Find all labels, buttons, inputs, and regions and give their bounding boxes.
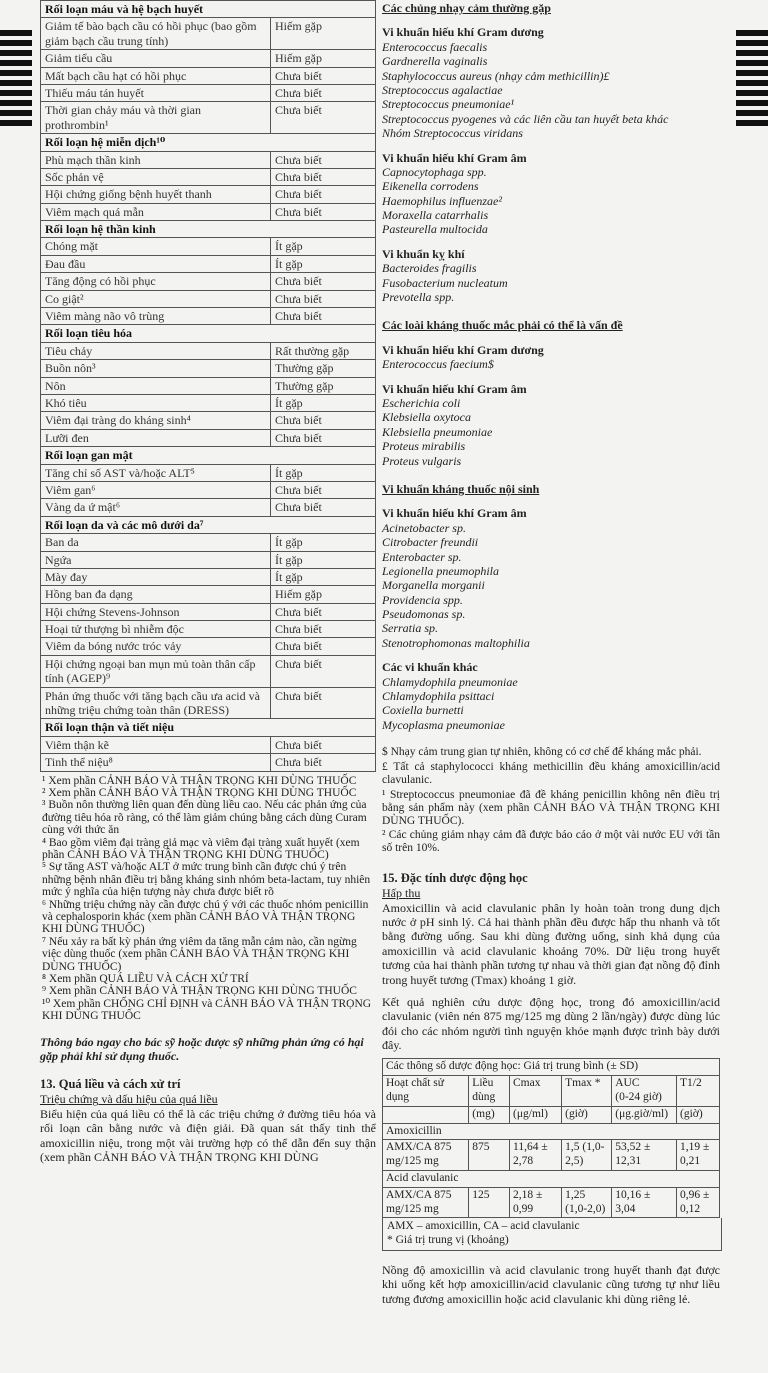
table-row (41, 551, 376, 568)
effect-cell: Giảm tiểu cầu (41, 50, 271, 67)
pk-header-half-life: T1/2 (676, 1076, 719, 1107)
organism-item: Moraxella catarrhalis (382, 208, 489, 223)
category-label: Rối loạn gan mật (41, 447, 376, 464)
table-row (41, 638, 376, 655)
organism-item: Providencia spp. (382, 592, 463, 607)
organism-item: Streptococcus pneumoniae¹ (382, 97, 515, 112)
frequency-cell: Chưa biết (271, 687, 376, 719)
effect-cell: Viêm gan⁶ (41, 481, 271, 498)
table-row (41, 655, 376, 687)
frequency-cell: Chưa biết (271, 736, 376, 753)
pk-header-cmax: Cmax (510, 1076, 562, 1107)
frequency-cell: Hiếm gặp (271, 18, 376, 50)
organism-item: Nhóm Streptococcus viridans (382, 126, 523, 141)
organism-item: Mycoplasma pneumoniae (382, 717, 505, 732)
table-row (41, 754, 376, 771)
effect-cell: Viêm đại tràng do kháng sinh⁴ (41, 412, 271, 429)
frequency-cell: Thường gặp (271, 360, 376, 377)
table-row (41, 308, 376, 325)
organism-item: Enterococcus faecium$ (382, 357, 494, 372)
organism-item: Morganella morganii (382, 578, 485, 593)
effect-cell: Tiêu chảy (41, 342, 271, 359)
pk-header-substance: Hoạt chất sử dụng (383, 1076, 469, 1107)
table-row (41, 255, 376, 272)
footnote: ⁸ Xem phần QUÁ LIỀU VÀ CÁCH XỬ TRÍ (42, 973, 249, 986)
effect-cell: Viêm thận kẽ (41, 736, 271, 753)
organism-item: Acinetobacter sp. (382, 520, 466, 535)
organism-item: Chlamydophila psittaci (382, 689, 495, 704)
category-label: Rối loạn tiêu hóa (41, 325, 376, 342)
adverse-effects-table (40, 0, 376, 772)
effect-cell: Sốc phản vệ (41, 168, 271, 185)
frequency-cell: Chưa biết (271, 290, 376, 307)
organism-item: Staphylococcus aureus (nhạy cảm methicillin)£ (382, 68, 610, 83)
organism-item: Proteus vulgaris (382, 453, 462, 468)
frequency-cell: Chưa biết (271, 308, 376, 325)
category-row (41, 221, 376, 238)
table-row (41, 534, 376, 551)
organism-item: Klebsiella oxytoca (382, 410, 471, 425)
pk-group-amoxicillin: Amoxicillin (383, 1123, 720, 1140)
pk-caption: Các thông số dược động học: Giá trị trung bình (± SD) (383, 1059, 720, 1076)
table-row (41, 736, 376, 753)
pk-cell: 875 (469, 1140, 510, 1171)
organism-item: Eikenella corrodens (382, 179, 479, 194)
absorption-paragraph-1: Amoxicillin và acid clavulanic phân ly hoàn toàn trong dung dịch nước ở pH sinh lý. Cả hai thành phần đều được hấp thu nhanh và tốt bằng đường uống. Sau khi dùng đường uống, sinh khả dụng của amoxicillin và acid clavulanic khoảng 70%. Dữ liệu trong huyết tương của hai thành phần tương tự nhau và thời gian đạt nồng độ đỉnh trong huyết tương (Tmax) khoảng 1 giờ. (382, 900, 720, 987)
effect-cell: Ngứa (41, 551, 271, 568)
organism-group-title: Vi khuẩn hiếu khí Gram âm (382, 381, 527, 396)
effect-cell: Phù mạch thần kinh (41, 151, 271, 168)
effect-cell: Tinh thể niệu⁸ (41, 754, 271, 771)
section-13-title: 13. Quá liều và cách xử trí (40, 1077, 181, 1092)
table-row (41, 394, 376, 411)
table-row (41, 203, 376, 220)
pk-cell: AMX/CA 875 mg/125 mg (383, 1187, 469, 1218)
frequency-cell: Hiếm gặp (271, 50, 376, 67)
table-row (41, 499, 376, 516)
acquired-resistance-heading: Các loài kháng thuốc mắc phải có thể là vấn đề (382, 318, 623, 333)
category-row (41, 1, 376, 18)
pk-header-auc (612, 1076, 677, 1107)
susceptibility-notes (382, 746, 720, 855)
table-row (41, 168, 376, 185)
effect-cell: Hội chứng ngoại ban mụn mủ toàn thân cấp tính (AGEP)⁹ (41, 655, 271, 687)
left-edge-marks (0, 30, 32, 130)
pk-cell: 125 (469, 1187, 510, 1218)
section-15-title: 15. Đặc tính dược động học (382, 871, 528, 886)
table-row (41, 687, 376, 719)
organism-item: Gardnerella vaginalis (382, 54, 488, 69)
effect-cell: Chóng mặt (41, 238, 271, 255)
pk-abbreviations: AMX – amoxicillin, CA – acid clavulanic (387, 1220, 580, 1233)
table-row (41, 412, 376, 429)
organism-group-title: Vi khuẩn hiếu khí Gram âm (382, 150, 527, 165)
organism-item: Coxiella burnetti (382, 703, 464, 718)
organism-item: Fusobacterium nucleatum (382, 275, 508, 290)
frequency-cell: Ít gặp (271, 568, 376, 585)
organism-item: Streptococcus agalactiae (382, 82, 503, 97)
organism-item: Pseudomonas sp. (382, 607, 466, 622)
organism-item: Escherichia coli (382, 395, 461, 410)
organism-group-title: Vi khuẩn kỵ khí (382, 246, 465, 261)
organism-group-title: Vi khuẩn hiếu khí Gram dương (382, 25, 544, 40)
pk-cell: 0,96 ± 0,12 (676, 1187, 719, 1218)
effect-cell: Vàng da ứ mật⁶ (41, 499, 271, 516)
frequency-cell: Chưa biết (271, 102, 376, 134)
table-row (41, 603, 376, 620)
effect-cell: Hội chứng Stevens-Johnson (41, 603, 271, 620)
frequency-cell: Chưa biết (271, 151, 376, 168)
susceptibility-note: ¹ Streptococcus pneumoniae đã đề kháng penicillin không nên điều trị bằng sản phẩm này (xem phần CẢNH BÁO VÀ THẬN TRỌNG KHI DÙNG THUỐC). (382, 788, 720, 827)
right-edge-marks (736, 30, 768, 130)
frequency-cell: Ít gặp (271, 464, 376, 481)
category-row (41, 325, 376, 342)
left-column (40, 0, 376, 1164)
frequency-cell: Rất thường gặp (271, 342, 376, 359)
pk-unit-dose: (mg) (469, 1106, 510, 1123)
organism-item: Pasteurella multocida (382, 222, 488, 237)
pk-cell: AMX/CA 875 mg/125 mg (383, 1140, 469, 1171)
category-row (41, 447, 376, 464)
frequency-cell: Chưa biết (271, 754, 376, 771)
effect-cell: Tăng động có hồi phục (41, 273, 271, 290)
table-row (41, 481, 376, 498)
category-row (41, 516, 376, 533)
frequency-cell: Ít gặp (271, 238, 376, 255)
footnote: ⁷ Nếu xảy ra bất kỳ phản ứng viêm da tăng mẫn cảm nào, cần ngừng việc dùng thuốc (xem phần CẢNH BÁO VÀ THẬN TRỌNG KHI DÙNG THUỐC) (42, 935, 357, 973)
organism-group-title: Vi khuẩn hiếu khí Gram âm (382, 506, 527, 521)
organism-item: Enterobacter sp. (382, 549, 462, 564)
table-row (41, 273, 376, 290)
organism-item: Chlamydophila pneumoniae (382, 674, 518, 689)
pk-cell: 11,64 ± 2,78 (510, 1140, 562, 1171)
acquired-resistance-groups (382, 343, 720, 468)
table-row (41, 84, 376, 101)
organism-item: Serratia sp. (382, 621, 439, 636)
frequency-cell: Chưa biết (271, 638, 376, 655)
table-row (41, 238, 376, 255)
pk-header-auc-label: AUC (615, 1077, 640, 1090)
organism-group-title: Vi khuẩn hiếu khí Gram dương (382, 342, 544, 357)
category-row (41, 134, 376, 151)
table-row (41, 429, 376, 446)
effect-cell: Hoại tử thượng bì nhiễm độc (41, 621, 271, 638)
frequency-cell: Hiếm gặp (271, 586, 376, 603)
pk-unit-half-life: (giờ) (676, 1106, 719, 1123)
footnote: ⁹ Xem phần CẢNH BÁO VÀ THẬN TRỌNG KHI DÙNG THUỐC (42, 985, 357, 998)
effect-cell: Ban da (41, 534, 271, 551)
organism-item: Streptococcus pyogenes và các liên cầu tan huyết beta khác (382, 111, 669, 126)
pk-cell: 53,52 ± 12,31 (612, 1140, 677, 1171)
pk-group-clavulanic: Acid clavulanic (383, 1171, 720, 1188)
effect-cell: Nôn (41, 377, 271, 394)
frequency-cell: Ít gặp (271, 551, 376, 568)
frequency-cell: Chưa biết (271, 412, 376, 429)
frequency-cell: Chưa biết (271, 481, 376, 498)
effect-cell: Thời gian chảy máu và thời gian prothrombin¹ (41, 102, 271, 134)
table-row (41, 18, 376, 50)
effect-cell: Phản ứng thuốc với tăng bạch cầu ưa acid và những triệu chứng toàn thân (DRESS) (41, 687, 271, 719)
effect-cell: Co giật² (41, 290, 271, 307)
organism-item: Proteus mirabilis (382, 439, 466, 454)
frequency-cell: Chưa biết (271, 429, 376, 446)
bottom-paragraph: Nồng độ amoxicillin và acid clavulanic trong huyết thanh đạt được khi uống kết hợp amoxicillin/acid clavulanic cũng tương tự như liều tương đương amoxicillin hoặc acid clavulanic khi dùng riêng lẻ. (382, 1263, 720, 1306)
table-row (41, 151, 376, 168)
category-row (41, 719, 376, 736)
footnote: ¹ Xem phần CẢNH BÁO VÀ THẬN TRỌNG KHI DÙNG THUỐC (42, 774, 357, 787)
frequency-cell: Chưa biết (271, 273, 376, 290)
adverse-effects-footnotes (40, 775, 376, 1023)
category-label: Rối loạn da và các mô dưới da⁷ (41, 516, 376, 533)
effect-cell: Giảm tế bào bạch cầu có hồi phục (bao gồm giảm bạch cầu trung tính) (41, 18, 271, 50)
organism-item: Legionella pneumophila (382, 563, 499, 578)
pk-header-dose: Liều dùng (469, 1076, 510, 1107)
effect-cell: Viêm mạch quá mẫn (41, 203, 271, 220)
footnote: ⁵ Sự tăng AST và/hoặc ALT ở mức trung bình cần được chú ý trên những bệnh nhân điều trị bằng kháng sinh nhóm beta-lactam, tuy nhiên mức ý nghĩa của hiện tượng này chưa được biết rõ (42, 861, 371, 899)
category-label: Rối loạn thận và tiết niệu (41, 719, 376, 736)
table-row (41, 360, 376, 377)
table-row (41, 50, 376, 67)
organism-group-title: Các vi khuẩn khác (382, 660, 478, 675)
frequency-cell: Chưa biết (271, 84, 376, 101)
table-row (41, 586, 376, 603)
pk-cell: 1,25 (1,0-2,0) (562, 1187, 612, 1218)
pk-unit-auc: (μg.giờ/ml) (612, 1106, 677, 1123)
effect-cell: Lưỡi đen (41, 429, 271, 446)
organism-item: Capnocytophaga spp. (382, 164, 487, 179)
frequency-cell: Thường gặp (271, 377, 376, 394)
footnote: ² Xem phần CẢNH BÁO VÀ THẬN TRỌNG KHI DÙNG THUỐC (42, 786, 357, 799)
frequency-cell: Ít gặp (271, 394, 376, 411)
organism-item: Enterococcus faecalis (382, 39, 488, 54)
footnote: ¹⁰ Xem phần CHỐNG CHỈ ĐỊNH và CẢNH BÁO VÀ THẬN TRỌNG KHI DÙNG THUỐC (42, 997, 372, 1023)
warning-notice: Thông báo ngay cho bác sỹ hoặc dược sỹ những phản ứng có hại gặp phải khi sử dụng thuốc. (40, 1034, 364, 1064)
table-row (41, 568, 376, 585)
table-row (41, 67, 376, 84)
organism-item: Klebsiella pneumoniae (382, 424, 493, 439)
section-13-text: Biểu hiện của quá liều có thể là các triệu chứng ở đường tiêu hóa và rối loạn cân bằng nước và điện giải. Đã quan sát thấy tinh thể amoxicillin niệu, trong một vài trường hợp có thể dẫn đến suy thận (xem phần CẢNH BÁO VÀ THẬN TRỌNG KHI DÙNG (40, 1106, 376, 1165)
absorption-paragraph-2: Kết quả nghiên cứu dược động học, trong đó amoxicillin/acid clavulanic (viên nén 875 mg/125 mg dùng 2 lần/ngày) được dùng lúc đói cho các nhóm người tình nguyện khỏe mạnh được trình bày dưới đây. (382, 994, 720, 1053)
effect-cell: Thiếu máu tán huyết (41, 84, 271, 101)
frequency-cell: Chưa biết (271, 67, 376, 84)
frequency-cell: Chưa biết (271, 168, 376, 185)
pk-unit-tmax: (giờ) (562, 1106, 612, 1123)
pk-median-note: * Giá trị trung vị (khoảng) (387, 1234, 509, 1247)
pk-cell: 1,19 ± 0,21 (676, 1140, 719, 1171)
pk-cell: 1,5 (1,0-2,5) (562, 1140, 612, 1171)
susceptible-heading: Các chủng nhạy cảm thường gặp (382, 1, 551, 15)
susceptibility-note: £ Tất cả staphylococci kháng methicillin đều kháng amoxicillin/acid clavulanic. (382, 761, 720, 786)
table-row (41, 464, 376, 481)
organism-item: Prevotella spp. (382, 290, 455, 305)
frequency-cell: Ít gặp (271, 255, 376, 272)
footnote: ⁴ Bao gồm viêm đại tràng giả mạc và viêm đại tràng xuất huyết (xem phần CẢNH BÁO VÀ THẬN TRỌNG KHI DÙNG THUỐC) (42, 836, 360, 862)
pk-header-tmax: Tmax * (562, 1076, 612, 1107)
inherent-resistance-heading: Vi khuẩn kháng thuốc nội sinh (382, 481, 540, 496)
frequency-cell: Chưa biết (271, 499, 376, 516)
pk-unit-substance (383, 1106, 469, 1123)
susceptibility-note: ² Các chủng giảm nhạy cảm đã được báo cáo ở một vài nước EU với tần số trên 10%. (382, 829, 720, 855)
effect-cell: Mày đay (41, 568, 271, 585)
frequency-cell: Chưa biết (271, 603, 376, 620)
right-column (382, 0, 720, 1306)
effect-cell: Hội chứng giống bệnh huyết thanh (41, 186, 271, 203)
table-row (41, 290, 376, 307)
pk-cell: 10,16 ± 3,04 (612, 1187, 677, 1218)
table-row (41, 377, 376, 394)
organism-item: Citrobacter freundii (382, 535, 479, 550)
table-row (41, 342, 376, 359)
effect-cell: Viêm màng não vô trùng (41, 308, 271, 325)
frequency-cell: Ít gặp (271, 534, 376, 551)
pk-table (382, 1058, 720, 1218)
pk-unit-cmax: (μg/ml) (510, 1106, 562, 1123)
pk-header-auc-range: (0-24 giờ) (615, 1091, 662, 1104)
footnote: ⁶ Những triệu chứng này cần được chú ý với các thuốc nhóm penicillin và cephalosporin khác (xem phần CẢNH BÁO VÀ THẬN TRỌNG KHI DÙNG THUỐC) (42, 898, 369, 936)
footnote: ³ Buồn nôn thường liên quan đến dùng liều cao. Nếu các phản ứng của đường tiêu hóa rõ ràng, có thể làm giảm chúng bằng cách dùng Curam cùng với thức ăn (42, 799, 367, 837)
section-13-subtitle: Triệu chứng và dấu hiệu của quá liều (40, 1092, 218, 1107)
table-row (41, 102, 376, 134)
organism-item: Bacteroides fragilis (382, 261, 477, 276)
effect-cell: Đau đầu (41, 255, 271, 272)
section-15-subtitle: Hấp thu (382, 886, 421, 901)
category-label: Rối loạn hệ miễn dịch¹⁰ (41, 134, 376, 151)
organism-item: Haemophilus influenzae² (382, 193, 502, 208)
effect-cell: Khó tiêu (41, 394, 271, 411)
effect-cell: Buồn nôn³ (41, 360, 271, 377)
table-row (41, 621, 376, 638)
effect-cell: Mất bạch cầu hạt có hồi phục (41, 67, 271, 84)
inherent-resistance-groups (382, 506, 720, 732)
category-label: Rối loạn máu và hệ bạch huyết (41, 1, 376, 18)
table-row (41, 186, 376, 203)
frequency-cell: Chưa biết (271, 621, 376, 638)
effect-cell: Hồng ban đa dạng (41, 586, 271, 603)
category-label: Rối loạn hệ thần kinh (41, 221, 376, 238)
susceptible-groups (382, 25, 720, 304)
susceptibility-note: $ Nhạy cảm trung gian tự nhiên, không có cơ chế để kháng mắc phải. (382, 746, 702, 759)
frequency-cell: Chưa biết (271, 186, 376, 203)
frequency-cell: Chưa biết (271, 655, 376, 687)
organism-item: Stenotrophomonas maltophilia (382, 635, 530, 650)
pk-cell: 2,18 ± 0,99 (510, 1187, 562, 1218)
frequency-cell: Chưa biết (271, 203, 376, 220)
effect-cell: Tăng chỉ số AST và/hoặc ALT⁵ (41, 464, 271, 481)
effect-cell: Viêm da bóng nước tróc vảy (41, 638, 271, 655)
pk-table-notes (382, 1218, 722, 1251)
